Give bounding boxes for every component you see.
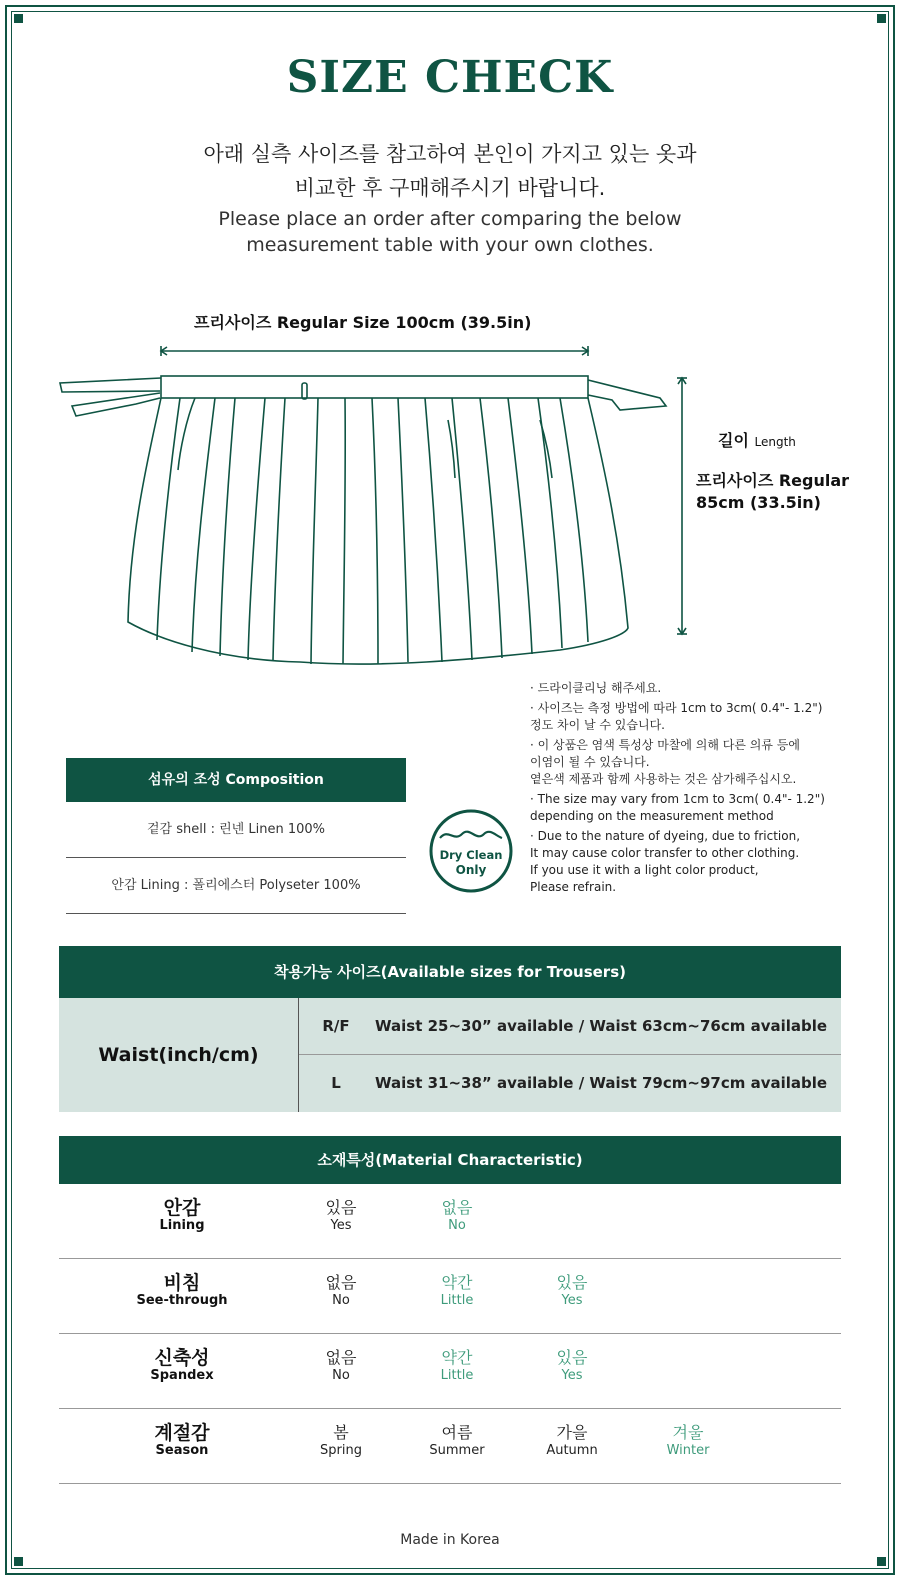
option-ko: 없음 bbox=[325, 1273, 357, 1292]
label-en: Lining bbox=[159, 1218, 205, 1233]
material-option bbox=[517, 1423, 627, 1459]
dry-clean-text-2: Only bbox=[455, 863, 487, 877]
label-ko: 안감 bbox=[163, 1197, 201, 1219]
option-en: No bbox=[448, 1218, 466, 1233]
option-ko: 약간 bbox=[441, 1273, 473, 1292]
size-row-rf bbox=[299, 998, 841, 1055]
composition-shell: 겉감 shell : 린넨 Linen 100% bbox=[66, 802, 406, 858]
label-en: See-through bbox=[136, 1293, 228, 1308]
option-en: Little bbox=[440, 1293, 474, 1308]
corner-ornament-bottom-left bbox=[14, 1557, 23, 1566]
length-label-ko: 길이 bbox=[718, 431, 749, 450]
corner-ornament-top-left bbox=[14, 14, 23, 23]
option-ko: 겨울 bbox=[672, 1423, 704, 1442]
material-option bbox=[402, 1273, 512, 1309]
material-option bbox=[517, 1273, 627, 1309]
material-option bbox=[286, 1423, 396, 1459]
dry-clean-icon bbox=[428, 808, 514, 894]
care-note: · 드라이클리닝 해주세요. bbox=[530, 681, 662, 695]
size-range: Waist 25~30” available / Waist 63cm~76cm available bbox=[375, 1017, 828, 1035]
option-en: Summer bbox=[429, 1443, 485, 1458]
option-ko: 가을 bbox=[556, 1423, 588, 1442]
length-value-line-2: 85cm (33.5in) bbox=[696, 493, 821, 512]
option-en: Yes bbox=[561, 1293, 583, 1308]
label-ko: 비침 bbox=[163, 1272, 201, 1294]
label-ko: 신축성 bbox=[154, 1347, 210, 1369]
label-en: Season bbox=[155, 1443, 209, 1458]
material-option bbox=[517, 1348, 627, 1384]
option-en: Winter bbox=[666, 1443, 710, 1458]
option-ko: 없음 bbox=[441, 1198, 473, 1217]
option-en: No bbox=[332, 1368, 350, 1383]
option-ko: 약간 bbox=[441, 1348, 473, 1367]
origin-label: Made in Korea bbox=[400, 1532, 500, 1548]
material-option bbox=[402, 1423, 512, 1459]
material-row-label bbox=[127, 1198, 237, 1234]
material-row-label bbox=[127, 1273, 237, 1309]
material-header: 소재특성(Material Characteristic) bbox=[59, 1136, 841, 1184]
option-en: Spring bbox=[320, 1443, 362, 1458]
material-row-label bbox=[127, 1423, 237, 1459]
page-title: SIZE CHECK bbox=[286, 52, 614, 103]
waist-label: Waist(inch/cm) bbox=[59, 998, 299, 1112]
corner-ornament-top-right bbox=[877, 14, 886, 23]
care-note: · The size may vary from 1cm to 3cm( 0.4"- 1.2") depending on the measurement method bbox=[530, 792, 825, 823]
corner-ornament-bottom-right bbox=[877, 1557, 886, 1566]
option-ko: 있음 bbox=[556, 1273, 588, 1292]
available-sizes-table bbox=[59, 998, 841, 1112]
material-row bbox=[59, 1334, 841, 1409]
option-en: Little bbox=[440, 1368, 474, 1383]
option-ko: 있음 bbox=[556, 1348, 588, 1367]
material-option bbox=[402, 1348, 512, 1384]
material-row-label bbox=[127, 1348, 237, 1384]
intro-ko-line-1: 아래 실측 사이즈를 참고하여 본인이 가지고 있는 옷과 bbox=[203, 142, 697, 166]
option-en: No bbox=[332, 1293, 350, 1308]
material-option bbox=[633, 1423, 743, 1459]
size-code: L bbox=[331, 1074, 341, 1092]
length-label bbox=[718, 428, 796, 451]
material-option bbox=[286, 1348, 396, 1384]
option-en: Autumn bbox=[546, 1443, 598, 1458]
size-row-l bbox=[299, 1055, 841, 1112]
intro-ko-line-2: 비교한 후 구매해주시기 바랍니다. bbox=[294, 176, 606, 200]
material-row bbox=[59, 1409, 841, 1484]
option-ko: 없음 bbox=[325, 1348, 357, 1367]
option-ko: 있음 bbox=[325, 1198, 357, 1217]
length-measurement-value bbox=[696, 470, 849, 514]
label-ko: 계절감 bbox=[154, 1422, 210, 1444]
length-label-en: Length bbox=[754, 435, 796, 449]
option-en: Yes bbox=[330, 1218, 352, 1233]
available-sizes-header: 착용가능 사이즈(Available sizes for Trousers) bbox=[59, 946, 841, 998]
size-range: Waist 31~38” available / Waist 79cm~97cm available bbox=[375, 1074, 828, 1092]
intro-en-line-2: measurement table with your own clothes. bbox=[246, 234, 654, 256]
option-ko: 봄 bbox=[333, 1423, 349, 1442]
size-code: R/F bbox=[322, 1017, 350, 1035]
length-value-line-1: 프리사이즈 Regular bbox=[696, 471, 850, 490]
option-ko: 여름 bbox=[441, 1423, 473, 1442]
option-en: Yes bbox=[561, 1368, 583, 1383]
care-note: · Due to the nature of dyeing, due to friction, It may cause color transfer to other clothing. If you use it with a light color product, Please refrain. bbox=[530, 829, 801, 894]
care-notes bbox=[530, 680, 870, 899]
width-measurement-label: 프리사이즈 Regular Size 100cm (39.5in) bbox=[194, 313, 532, 332]
care-note: · 사이즈는 측정 방법에 따라 1cm to 3cm( 0.4"- 1.2") 정도 차이 날 수 있습니다. bbox=[530, 701, 823, 732]
label-en: Spandex bbox=[150, 1368, 214, 1383]
material-option bbox=[402, 1198, 512, 1234]
care-note: · 이 상품은 염색 특성상 마찰에 의해 다른 의류 등에 이염이 될 수 있습니다. 옅은색 제품과 함께 사용하는 것은 삼가해주십시오. bbox=[530, 738, 800, 786]
material-row bbox=[59, 1184, 841, 1259]
material-option bbox=[286, 1198, 396, 1234]
dry-clean-text-1: Dry Clean bbox=[439, 848, 503, 862]
intro-en-line-1: Please place an order after comparing the below bbox=[218, 208, 682, 230]
composition-lining: 안감 Lining : 폴리에스터 Polyseter 100% bbox=[66, 858, 406, 914]
composition-header: 섬유의 조성 Composition bbox=[66, 758, 406, 802]
material-row bbox=[59, 1259, 841, 1334]
material-option bbox=[286, 1273, 396, 1309]
